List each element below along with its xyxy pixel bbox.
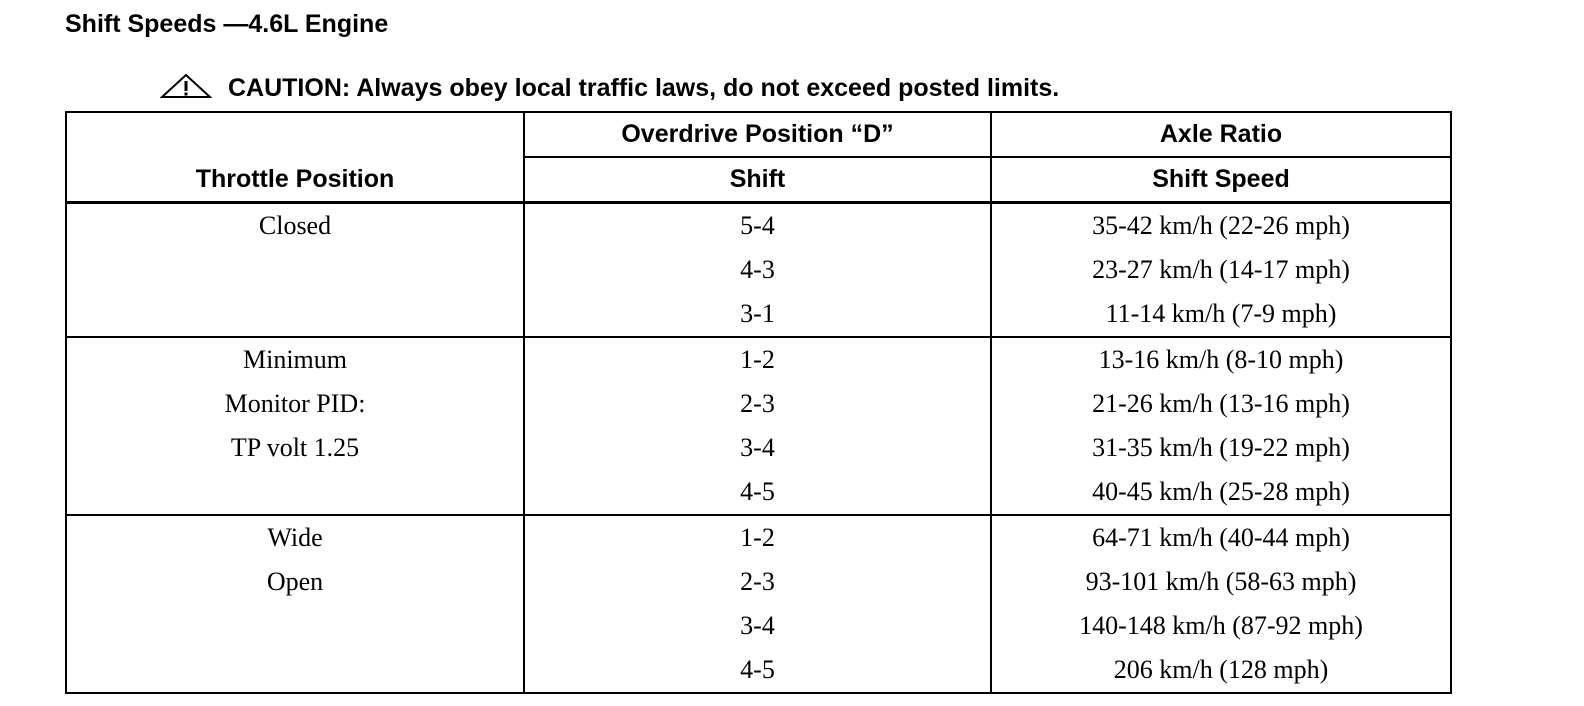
shift-value: 3-4 <box>740 611 775 640</box>
shift-speed-value: 64-71 km/h (40-44 mph) <box>1092 523 1350 552</box>
shift-speed-cell <box>991 337 1451 515</box>
shift-value: 4-3 <box>740 255 775 284</box>
shift-value: 3-4 <box>740 433 775 462</box>
throttle-position-cell <box>66 203 524 338</box>
shift-value: 4-5 <box>740 655 775 684</box>
shift-speed-value: 11-14 km/h (7-9 mph) <box>1105 299 1337 328</box>
shift-speed-cell <box>991 203 1451 338</box>
shift-cell <box>524 337 991 515</box>
header-empty-cell <box>66 112 524 157</box>
shift-speed-value: 31-35 km/h (19-22 mph) <box>1092 433 1350 462</box>
shift-speed-value: 13-16 km/h (8-10 mph) <box>1098 345 1344 374</box>
throttle-position-line <box>67 604 523 648</box>
header-shift-speed: Shift Speed <box>991 157 1451 203</box>
table-row-group <box>66 337 1451 515</box>
warning-triangle-icon <box>160 73 212 99</box>
header-overdrive-position: Overdrive Position “D” <box>524 112 991 157</box>
shift-speed-value: 23-27 km/h (14-17 mph) <box>1092 255 1350 284</box>
table-row-group <box>66 203 1451 338</box>
shift-cell <box>524 515 991 693</box>
shift-speed-cell <box>991 515 1451 693</box>
shift-value: 2-3 <box>740 389 775 418</box>
throttle-position-line: TP volt 1.25 <box>230 433 360 462</box>
throttle-position-line <box>67 470 523 514</box>
shift-speed-value: 40-45 km/h (25-28 mph) <box>1092 477 1350 506</box>
table-row <box>66 515 1451 693</box>
shift-speed-value: 206 km/h (128 mph) <box>1113 655 1329 684</box>
shift-cell <box>524 203 991 338</box>
throttle-position-line: Wide <box>267 523 323 552</box>
table-row <box>66 337 1451 515</box>
throttle-position-line <box>67 248 523 292</box>
shift-value: 2-3 <box>740 567 775 596</box>
throttle-position-cell <box>66 337 524 515</box>
shift-speed-value: 21-26 km/h (13-16 mph) <box>1092 389 1350 418</box>
shift-speed-value: 93-101 km/h (58-63 mph) <box>1085 567 1357 596</box>
shift-value: 1-2 <box>740 523 775 552</box>
throttle-position-cell <box>66 515 524 693</box>
throttle-position-line: Open <box>266 567 324 596</box>
table-row-group <box>66 515 1451 693</box>
shift-value: 4-5 <box>740 477 775 506</box>
shift-speed-value: 35-42 km/h (22-26 mph) <box>1092 211 1350 240</box>
header-shift: Shift <box>524 157 991 203</box>
shift-speeds-table <box>65 111 1452 694</box>
throttle-position-line: Monitor PID: <box>224 389 366 418</box>
shift-speed-value: 140-148 km/h (87-92 mph) <box>1079 611 1363 640</box>
shift-value: 3-1 <box>740 299 775 328</box>
table-header-row-top <box>66 112 1451 157</box>
table-header-row-bottom <box>66 157 1451 203</box>
page-title: Shift Speeds —4.6L Engine <box>65 10 389 38</box>
header-axle-ratio: Axle Ratio <box>991 112 1451 157</box>
throttle-position-line: Minimum <box>242 345 347 374</box>
throttle-position-line <box>67 292 523 336</box>
shift-value: 1-2 <box>740 345 775 374</box>
caution-text: CAUTION: Always obey local traffic laws, do not exceed posted limits. <box>228 74 1060 102</box>
throttle-position-line: Closed <box>258 211 332 240</box>
header-throttle-position: Throttle Position <box>66 157 524 203</box>
table-row <box>66 203 1451 338</box>
shift-value: 5-4 <box>740 211 775 240</box>
caution-notice <box>160 74 1059 103</box>
throttle-position-line <box>67 648 523 692</box>
